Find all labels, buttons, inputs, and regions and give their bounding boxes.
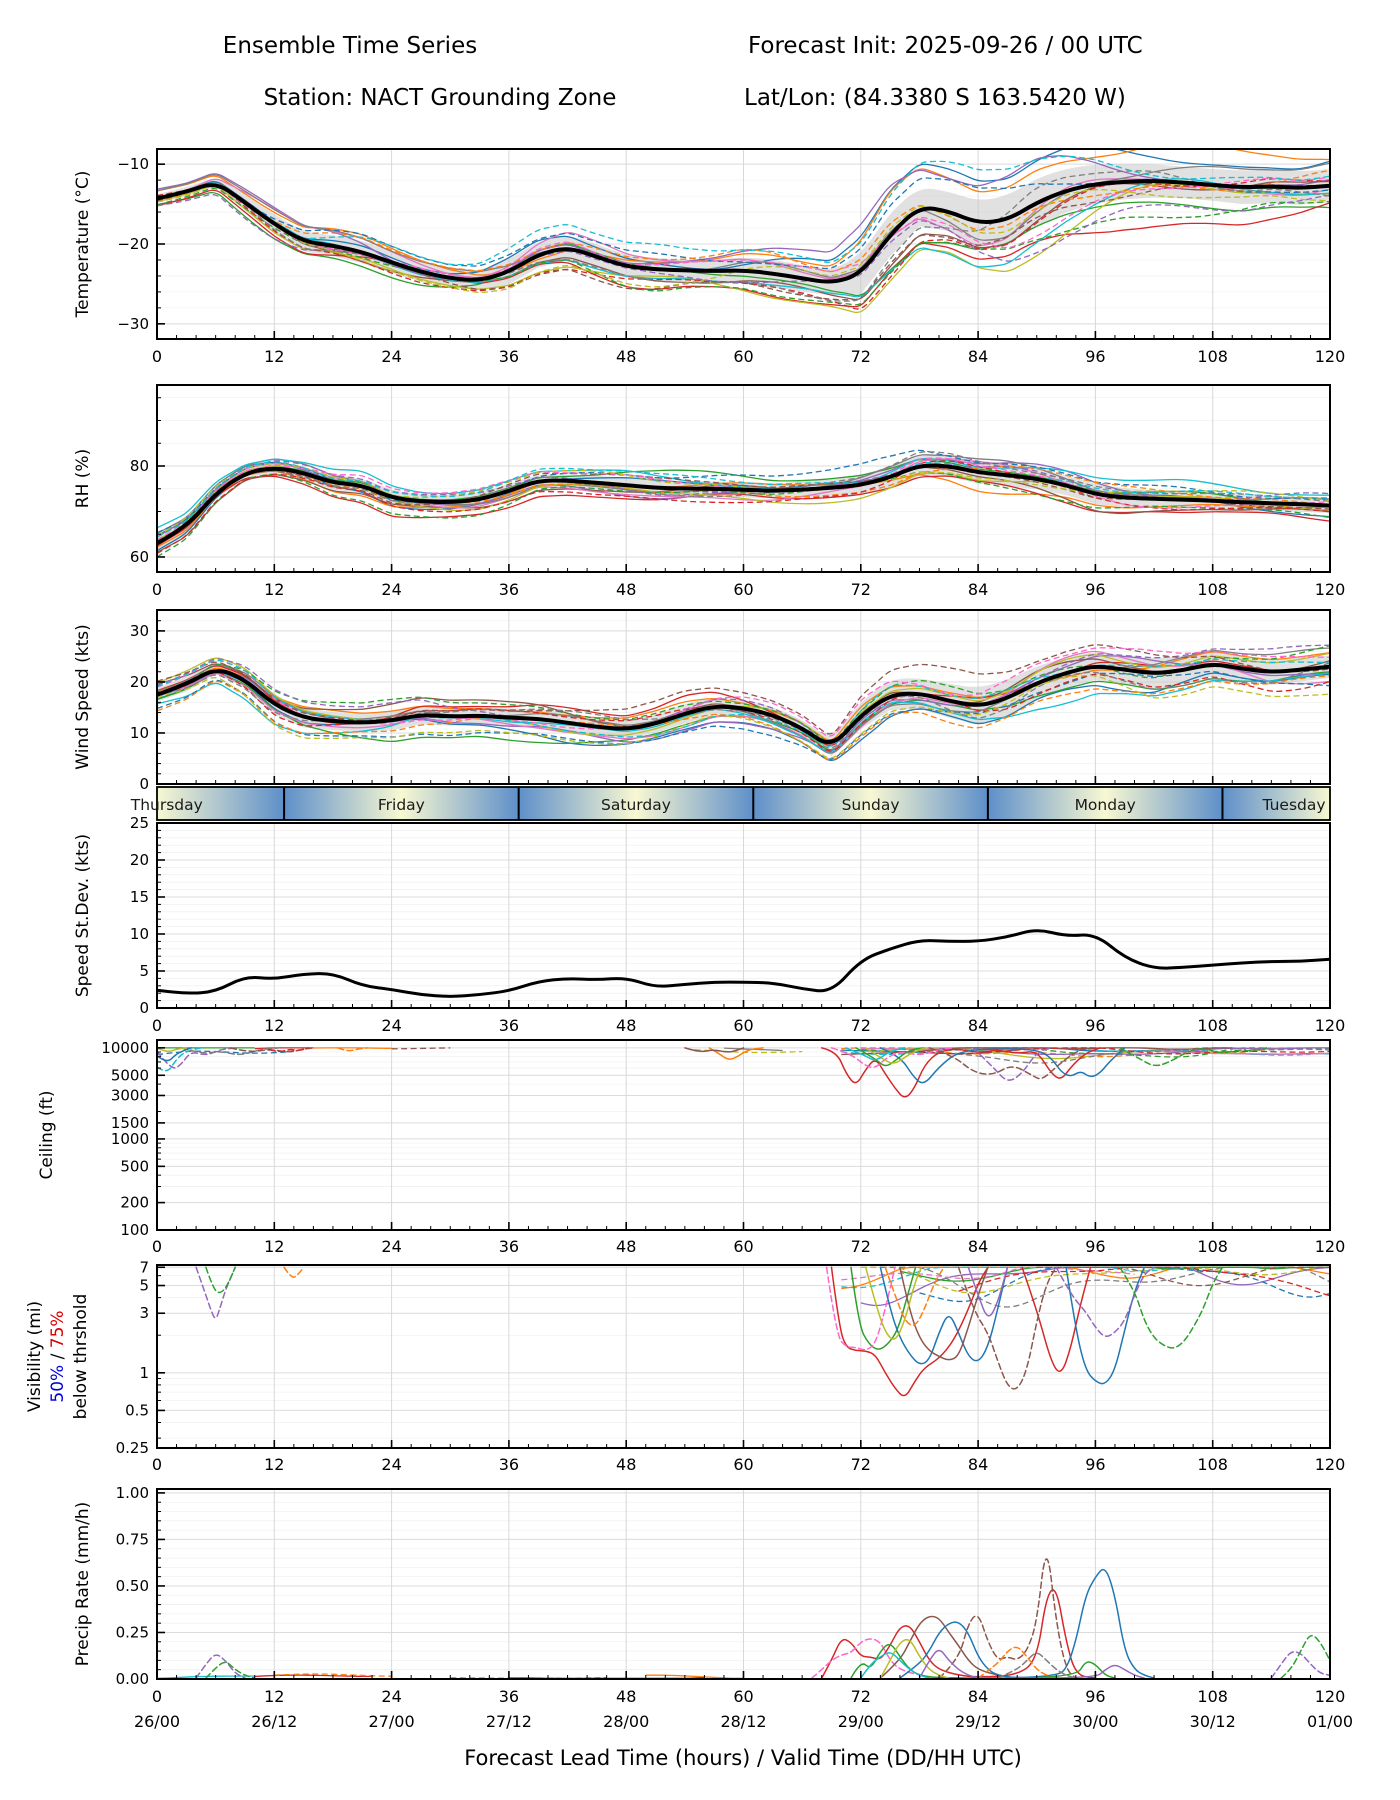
x-tick-label: 12 [264, 1016, 285, 1035]
day-label: Tuesday [1262, 796, 1326, 814]
y-tick-label: 1.00 [115, 1483, 149, 1502]
valid-time-label: 27/12 [485, 1712, 532, 1731]
rh-panel [73, 385, 1345, 599]
x-tick-label: 60 [733, 1455, 754, 1474]
x-tick-label: 48 [616, 1237, 637, 1256]
x-tick-label: 36 [498, 1455, 520, 1474]
x-tick-label: 108 [1197, 1687, 1228, 1706]
y-tick-label: 10 [129, 925, 149, 943]
x-tick-label: 12 [264, 1237, 285, 1256]
x-tick-label: 0 [151, 1237, 163, 1256]
valid-time-label: 29/12 [955, 1712, 1002, 1731]
x-tick-label: 36 [498, 1237, 520, 1256]
day-label: Sunday [841, 796, 900, 814]
x-tick-label: 48 [616, 1016, 637, 1035]
x-tick-label: 36 [498, 1016, 520, 1035]
x-tick-label: 12 [264, 1687, 285, 1706]
y-tick-label: 0 [139, 999, 149, 1017]
x-tick-label: 72 [850, 580, 871, 599]
x-tick-label: 0 [151, 1016, 163, 1035]
x-tick-label: 96 [1085, 580, 1106, 599]
y-axis-label: Temperature (°C) [73, 170, 93, 318]
x-tick-label: 96 [1085, 1016, 1106, 1035]
y-axis-label: Precip Rate (mm/h) [73, 1501, 93, 1667]
y-tick-label: 5 [139, 1276, 149, 1295]
x-tick-label: 108 [1197, 347, 1228, 366]
valid-time-label: 28/00 [603, 1712, 650, 1731]
x-tick-label: 24 [381, 1455, 402, 1474]
y-tick-label: 15 [129, 888, 149, 906]
valid-time-label: 26/00 [133, 1712, 181, 1731]
x-tick-label: 0 [151, 1687, 163, 1706]
y-tick-label: 3000 [110, 1086, 149, 1105]
x-tick-label: 60 [733, 347, 754, 366]
y-tick-label: 200 [120, 1193, 149, 1212]
x-tick-label: 84 [967, 580, 989, 599]
x-tick-label: 48 [616, 580, 637, 599]
y-axis-label: RH (%) [73, 448, 93, 509]
y-tick-label: 500 [120, 1157, 149, 1176]
y-tick-label: 3 [139, 1304, 149, 1323]
x-tick-label: 12 [264, 1455, 285, 1474]
valid-time-label: 26/12 [251, 1712, 298, 1731]
y-axis-label: Wind Speed (kts) [73, 624, 93, 770]
y-tick-label: 20 [129, 672, 149, 691]
wind-panel [73, 610, 1330, 793]
x-tick-label: 96 [1085, 1237, 1106, 1256]
x-tick-label: 72 [850, 1455, 871, 1474]
y-tick-label: 0.00 [115, 1670, 149, 1688]
valid-time-label: 27/00 [368, 1712, 415, 1731]
x-tick-label: 108 [1197, 1237, 1228, 1256]
latlon-label: Lat/Lon: (84.3380 S 163.5420 W) [744, 85, 1126, 111]
station-label: Station: NACT Grounding Zone [263, 85, 617, 111]
y-tick-label: −20 [117, 235, 149, 253]
x-tick-label: 48 [616, 1455, 637, 1474]
x-tick-label: 48 [616, 1687, 637, 1706]
x-tick-label: 0 [151, 1455, 163, 1474]
y-tick-label: 1 [139, 1363, 149, 1382]
x-tick-label: 72 [850, 1016, 871, 1035]
temperature-panel [73, 142, 1345, 366]
precip-panel [73, 1484, 1353, 1731]
y-tick-label: −10 [117, 155, 149, 174]
x-tick-label: 84 [967, 1455, 989, 1474]
x-tick-label: 36 [498, 1687, 520, 1706]
y-tick-label: 0.75 [115, 1530, 149, 1549]
y-tick-label: 80 [129, 456, 149, 475]
y-tick-label: 100 [120, 1221, 149, 1239]
x-tick-label: 120 [1314, 1016, 1346, 1035]
y-tick-label: 20 [129, 851, 149, 869]
y-axis-label-threshold: 50% / 75% [48, 1310, 68, 1403]
x-tick-label: 84 [967, 1687, 989, 1706]
x-tick-label: 96 [1085, 1687, 1106, 1706]
x-tick-label: 48 [616, 347, 637, 366]
day-label: Saturday [601, 796, 671, 814]
day-label: Thursday [130, 796, 203, 814]
y-axis-label: Visibility (mi) [25, 1300, 45, 1413]
x-axis-label: Forecast Lead Time (hours) / Valid Time (DD/HH UTC) [464, 1746, 1022, 1770]
y-tick-label: 10000 [101, 1038, 149, 1057]
x-tick-label: 24 [381, 1687, 402, 1706]
x-tick-label: 24 [381, 580, 402, 599]
stdev-panel [73, 814, 1345, 1035]
x-tick-label: 108 [1197, 1016, 1228, 1035]
x-tick-label: 120 [1314, 580, 1346, 599]
y-tick-label: 0.25 [115, 1439, 149, 1457]
y-tick-label: 0 [139, 775, 149, 793]
visibility-panel [25, 1258, 1345, 1474]
chart-title: Ensemble Time Series [222, 33, 478, 59]
y-tick-label: 60 [129, 547, 149, 566]
y-tick-label: 0.25 [115, 1623, 149, 1642]
y-tick-label: 5000 [110, 1066, 149, 1085]
x-tick-label: 84 [967, 1237, 989, 1256]
valid-time-label: 29/00 [837, 1712, 884, 1731]
x-tick-label: 0 [151, 347, 163, 366]
x-tick-label: 24 [381, 347, 402, 366]
valid-time-label: 30/12 [1189, 1712, 1236, 1731]
day-label: Monday [1074, 796, 1136, 814]
y-tick-label: 0.50 [115, 1576, 149, 1595]
x-tick-label: 12 [264, 580, 285, 599]
ceiling-panel [37, 1039, 1345, 1256]
x-tick-label: 72 [850, 1687, 871, 1706]
day-banner-strip [157, 787, 1330, 820]
x-tick-label: 36 [498, 347, 520, 366]
x-tick-label: 72 [850, 1237, 871, 1256]
x-tick-label: 84 [967, 347, 989, 366]
x-tick-label: 72 [850, 347, 871, 366]
valid-time-label: 30/00 [1072, 1712, 1119, 1731]
x-tick-label: 36 [498, 580, 520, 599]
x-tick-label: 24 [381, 1016, 402, 1035]
x-tick-label: 96 [1085, 1455, 1106, 1474]
y-tick-label: −30 [117, 314, 149, 333]
x-tick-label: 12 [264, 347, 285, 366]
x-tick-label: 96 [1085, 347, 1106, 366]
valid-time-label: 01/00 [1306, 1712, 1354, 1731]
y-tick-label: 1000 [110, 1129, 149, 1148]
y-tick-label: 25 [129, 814, 149, 832]
x-tick-label: 120 [1314, 1237, 1346, 1256]
y-tick-label: 0.5 [125, 1401, 149, 1420]
x-tick-label: 60 [733, 1687, 754, 1706]
x-tick-label: 84 [967, 1016, 989, 1035]
x-tick-label: 60 [733, 1016, 754, 1035]
day-label: Friday [377, 796, 425, 814]
y-axis-label: below thrshold [71, 1293, 91, 1420]
y-tick-label: 30 [129, 621, 149, 640]
x-tick-label: 60 [733, 1237, 754, 1256]
y-tick-label: 1500 [110, 1113, 149, 1132]
y-tick-label: 10 [129, 723, 149, 742]
day-banner [130, 787, 1330, 820]
x-tick-label: 120 [1314, 347, 1346, 366]
x-tick-label: 60 [733, 580, 754, 599]
x-tick-label: 120 [1314, 1455, 1346, 1474]
y-axis-label: Ceiling (ft) [37, 1090, 57, 1180]
x-tick-label: 108 [1197, 580, 1228, 599]
x-tick-label: 120 [1314, 1687, 1346, 1706]
x-tick-label: 108 [1197, 1455, 1228, 1474]
y-axis-label: Speed St.Dev. (kts) [73, 833, 93, 998]
valid-time-label: 28/12 [720, 1712, 767, 1731]
x-tick-label: 0 [151, 580, 163, 599]
y-tick-label: 7 [139, 1258, 149, 1277]
forecast-init-label: Forecast Init: 2025-09-26 / 00 UTC [748, 33, 1143, 59]
y-tick-label: 5 [139, 962, 149, 980]
x-tick-label: 24 [381, 1237, 402, 1256]
